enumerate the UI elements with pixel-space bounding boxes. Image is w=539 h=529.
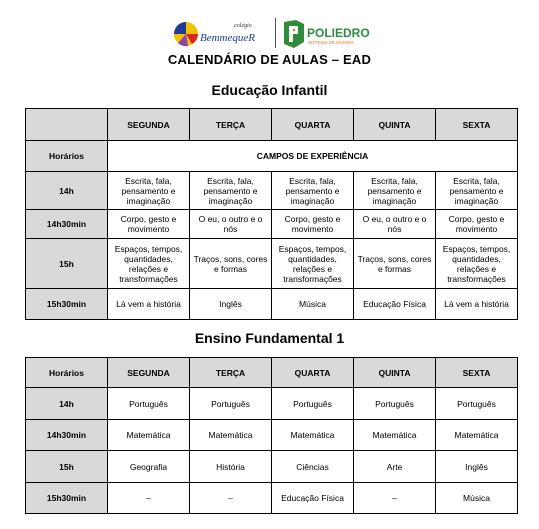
page-title: CALENDÁRIO DE AULAS – EAD [167,52,372,67]
table-cell: História [190,451,272,483]
poliedro-logo [282,18,382,50]
table-row [26,141,518,172]
section-heading-fundamental: Ensino Fundamental 1 [194,330,345,346]
table-cell: Ciências [272,451,354,483]
bemmequer-logo [172,16,272,54]
table-cell: Lá vem a história [108,289,190,320]
table-cell: Matemática [108,420,190,451]
table-cell: Música [272,289,354,320]
logo-left-small: colégio [234,23,252,29]
day-header: TERÇA [190,109,272,141]
time-cell: 14h30min [26,420,108,451]
table-cell: Escrita, fala, pensamento e imaginação [108,172,190,210]
table-row [26,289,518,320]
logo-bar [0,14,539,54]
table-cell: Espaços, tempos, quantidades, relações e transformações [108,239,190,289]
time-cell: 15h30min [26,483,108,514]
table-cell: O eu, o outro e o nós [190,210,272,239]
table-cell: – [354,483,436,514]
table-cell: Matemática [354,420,436,451]
table-cell: Geografia [108,451,190,483]
table-cell: Escrita, fala, pensamento e imaginação [436,172,518,210]
day-header: SEGUNDA [108,358,190,388]
time-cell: 14h [26,388,108,420]
table-cell: Educação Física [354,289,436,320]
table-cell: Corpo, gesto e movimento [272,210,354,239]
table-cell: Escrita, fala, pensamento e imaginação [190,172,272,210]
day-header: SEXTA [436,358,518,388]
table-cell: Inglês [436,451,518,483]
table-cell: Traços, sons, cores e formas [354,239,436,289]
logo-right-sub: SISTEMA DE ENSINO [308,40,354,45]
table-cell: Escrita, fala, pensamento e imaginação [354,172,436,210]
table-row [26,451,518,483]
day-header: TERÇA [190,358,272,388]
time-cell: 14h30min [26,210,108,239]
table-cell: Corpo, gesto e movimento [436,210,518,239]
table-cell: Português [272,388,354,420]
table-cell: Espaços, tempos, quantidades, relações e transformações [272,239,354,289]
table-cell: Educação Física [272,483,354,514]
table-row [26,210,518,239]
table-cell: Português [108,388,190,420]
table-cell: – [108,483,190,514]
table-row [26,172,518,210]
table-cell: Música [436,483,518,514]
day-header: QUINTA [354,358,436,388]
table-cell: Arte [354,451,436,483]
table-row [26,239,518,289]
corner-cell [26,109,108,141]
table-cell: O eu, o outro e o nós [354,210,436,239]
table-row [26,483,518,514]
day-header: SEGUNDA [108,109,190,141]
time-cell: 15h30min [26,289,108,320]
table-cell: Matemática [190,420,272,451]
table-row [26,420,518,451]
logo-right-name: POLIEDRO [307,26,370,40]
table-cell: Corpo, gesto e movimento [108,210,190,239]
table-row [26,388,518,420]
table-cell: Matemática [436,420,518,451]
table-cell: Lá vem a história [436,289,518,320]
table-cell: Português [354,388,436,420]
day-header: SEXTA [436,109,518,141]
logo-divider [275,18,276,48]
time-cell: 14h [26,172,108,210]
table-cell: Matemática [272,420,354,451]
logo-left-name: BemmequeR [200,32,255,44]
section-heading-infantil: Educação Infantil [211,82,328,98]
schedule-table-infantil [25,108,518,320]
time-cell: 15h [26,239,108,289]
table-header-row [26,358,518,388]
horarios-label: Horários [26,358,108,388]
schedule-table-fundamental [25,357,518,514]
time-cell: 15h [26,451,108,483]
campos-header: CAMPOS DE EXPERIÊNCIA [108,141,518,172]
table-cell: Escrita, fala, pensamento e imaginação [272,172,354,210]
table-cell: Traços, sons, cores e formas [190,239,272,289]
day-header: QUINTA [354,109,436,141]
horarios-label: Horários [26,141,108,172]
table-cell: Português [190,388,272,420]
day-header: QUARTA [272,358,354,388]
table-cell: Português [436,388,518,420]
table-cell: – [190,483,272,514]
table-header-row [26,109,518,141]
table-cell: Inglês [190,289,272,320]
day-header: QUARTA [272,109,354,141]
table-cell: Espaços, tempos, quantidades, relações e transformações [436,239,518,289]
